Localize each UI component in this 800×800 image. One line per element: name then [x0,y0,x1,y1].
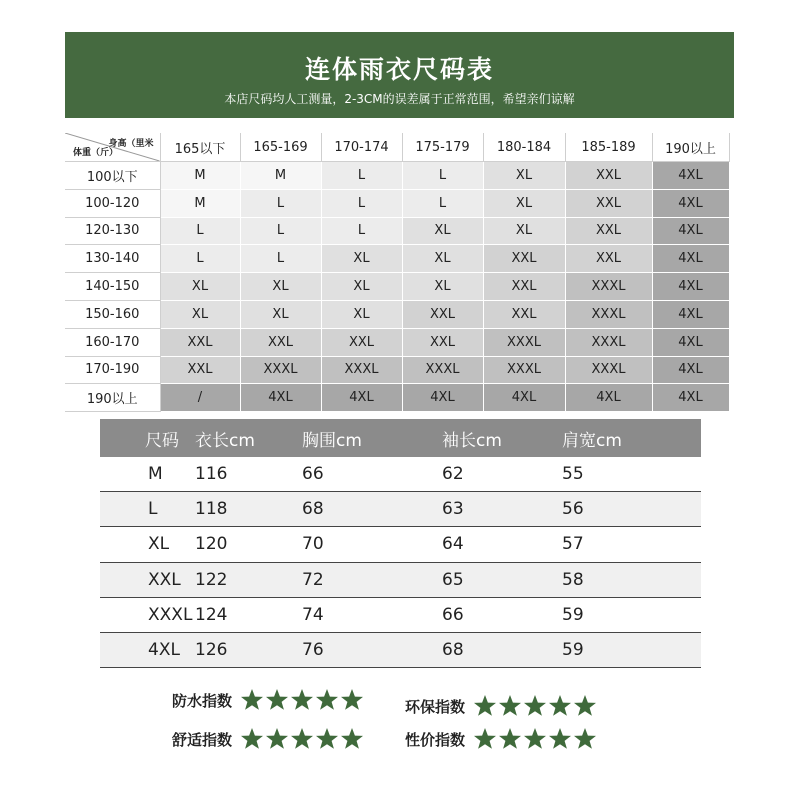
matrix-row [65,300,729,328]
size-cell: 4XL [652,356,729,384]
size-cell: XL [321,245,402,273]
size-cell: XL [240,273,321,301]
rating-label: 舒适指数 [172,730,233,749]
measurement-value: 59 [562,597,701,632]
size-name: L [100,492,195,527]
size-cell: XXXL [321,356,402,384]
size-cell: L [321,189,402,217]
size-cell: L [321,217,402,245]
size-cell: XXL [565,162,652,190]
size-cell: XXXL [483,328,565,356]
size-cell: 4XL [240,384,321,412]
rating-label: 防水指数 [172,691,233,710]
star-icon [523,694,547,718]
size-name: XL [100,527,195,562]
rating-label: 性价指数 [405,730,466,749]
measurement-value: 66 [302,457,442,492]
weight-label: 130-140 [65,245,160,273]
size-cell: L [240,189,321,217]
size-cell: 4XL [652,300,729,328]
size-name: XXL [100,562,195,597]
star-icon [473,727,497,751]
weight-label: 100-120 [65,189,160,217]
size-cell: 4XL [652,384,729,412]
star-rating [240,727,364,751]
size-cell: 4XL [483,384,565,412]
size-cell: XL [321,273,402,301]
star-icon [498,694,522,718]
matrix-corner-cell [65,133,160,162]
size-cell: XXXL [565,328,652,356]
measurement-value: 58 [562,562,701,597]
weight-label: 170-190 [65,356,160,384]
size-cell: XXXL [565,300,652,328]
corner-weight-label: 体重（斤） [73,148,119,158]
measurement-value: 55 [562,457,701,492]
size-cell: 4XL [321,384,402,412]
size-cell: L [240,245,321,273]
size-cell: 4XL [652,328,729,356]
measurement-row [100,562,701,597]
star-icon [523,727,547,751]
measurement-header: 尺码 [100,419,195,457]
size-cell: XL [483,217,565,245]
size-cell: 4XL [652,245,729,273]
matrix-row [65,328,729,356]
size-cell: 4XL [652,273,729,301]
size-cell: L [402,162,483,190]
matrix-row [65,356,729,384]
size-cell: L [321,162,402,190]
measurement-value: 118 [195,492,302,527]
rating-comfort [172,727,364,751]
height-header: 190以上 [652,133,729,162]
matrix-row [65,384,729,412]
size-cell: XXL [160,356,240,384]
size-cell: L [160,245,240,273]
star-rating [473,694,597,718]
height-header: 175-179 [402,133,483,162]
size-cell: XL [483,162,565,190]
size-cell: L [240,217,321,245]
star-icon [265,727,289,751]
size-cell: XXL [321,328,402,356]
size-name: 4XL [100,632,195,667]
star-icon [240,688,264,712]
measurement-value: 72 [302,562,442,597]
rating-label: 环保指数 [405,697,466,716]
measurement-value: 74 [302,597,442,632]
measurement-value: 76 [302,632,442,667]
star-icon [315,688,339,712]
weight-label: 190以上 [65,384,160,412]
measurement-row [100,457,701,492]
size-cell: XXL [240,328,321,356]
size-cell: XXXL [483,356,565,384]
matrix-row [65,245,729,273]
measurement-value: 68 [442,632,562,667]
size-cell: XXL [402,328,483,356]
measurement-value: 124 [195,597,302,632]
size-cell: L [160,217,240,245]
measurement-header: 袖长cm [442,419,562,457]
measurement-header: 肩宽cm [562,419,701,457]
matrix-row [65,189,729,217]
rating-eco [405,694,597,718]
size-name: XXXL [100,597,195,632]
height-header: 170-174 [321,133,402,162]
size-cell: XL [160,273,240,301]
weight-label: 100以下 [65,162,160,190]
measurement-value: 126 [195,632,302,667]
star-icon [573,727,597,751]
star-icon [548,727,572,751]
size-cell: XXXL [402,356,483,384]
measurement-value: 59 [562,632,701,667]
measurement-value: 116 [195,457,302,492]
measurement-row [100,632,701,667]
measurement-value: 56 [562,492,701,527]
page-title: 连体雨衣尺码表 [304,55,494,84]
measurement-header: 胸围cm [302,419,442,457]
size-cell: 4XL [652,162,729,190]
star-icon [290,727,314,751]
size-cell: XL [402,273,483,301]
measurement-value: 70 [302,527,442,562]
height-header: 165-169 [240,133,321,162]
size-cell: XXXL [565,356,652,384]
measurement-value: 68 [302,492,442,527]
rating-value [405,727,597,751]
measurement-value: 64 [442,527,562,562]
measurement-value: 122 [195,562,302,597]
corner-height-label: 身高（里米 [108,139,154,149]
size-cell: XL [402,245,483,273]
size-cell: 4XL [652,189,729,217]
measurement-value: 120 [195,527,302,562]
size-cell: XXL [483,273,565,301]
star-icon [498,727,522,751]
measurement-value: 65 [442,562,562,597]
star-icon [573,694,597,718]
matrix-row [65,273,729,301]
size-cell: M [240,162,321,190]
matrix-row [65,162,729,190]
size-cell: XXL [160,328,240,356]
measurement-value: 66 [442,597,562,632]
weight-label: 150-160 [65,300,160,328]
weight-label: 160-170 [65,328,160,356]
star-icon [340,688,364,712]
star-icon [240,727,264,751]
size-cell: XL [402,217,483,245]
measurement-row [100,527,701,562]
size-cell: 4XL [652,217,729,245]
measurement-value: 63 [442,492,562,527]
size-cell: XXL [565,245,652,273]
height-header: 165以下 [160,133,240,162]
size-cell: XXXL [240,356,321,384]
size-cell: XL [240,300,321,328]
weight-label: 120-130 [65,217,160,245]
size-cell: XL [321,300,402,328]
weight-label: 140-150 [65,273,160,301]
matrix-row [65,217,729,245]
height-header: 185-189 [565,133,652,162]
size-cell: L [402,189,483,217]
size-cell: XL [483,189,565,217]
star-icon [290,688,314,712]
size-cell: 4XL [402,384,483,412]
size-cell: XXL [565,189,652,217]
size-cell: XXL [483,245,565,273]
measurement-row [100,597,701,632]
star-icon [340,727,364,751]
star-icon [315,727,339,751]
size-matrix [65,133,730,412]
size-cell: XL [160,300,240,328]
measurement-header: 衣长cm [195,419,302,457]
measurement-table [100,419,701,668]
header-banner [65,32,734,118]
size-cell: XXXL [565,273,652,301]
height-header: 180-184 [483,133,565,162]
size-cell: 4XL [565,384,652,412]
star-icon [473,694,497,718]
measurement-value: 62 [442,457,562,492]
page-subtitle: 本店尺码均人工测量，2-3CM的误差属于正常范围，希望亲们谅解 [224,92,575,106]
measurement-row [100,492,701,527]
measurement-header-row [100,419,701,457]
rating-waterproof [172,688,364,712]
size-name: M [100,457,195,492]
size-cell: M [160,162,240,190]
size-cell: / [160,384,240,412]
size-cell: XXL [565,217,652,245]
star-icon [548,694,572,718]
matrix-header-row [65,133,729,162]
star-rating [473,727,597,751]
star-icon [265,688,289,712]
measurement-value: 57 [562,527,701,562]
size-cell: M [160,189,240,217]
size-cell: XXL [402,300,483,328]
star-rating [240,688,364,712]
size-cell: XXL [483,300,565,328]
